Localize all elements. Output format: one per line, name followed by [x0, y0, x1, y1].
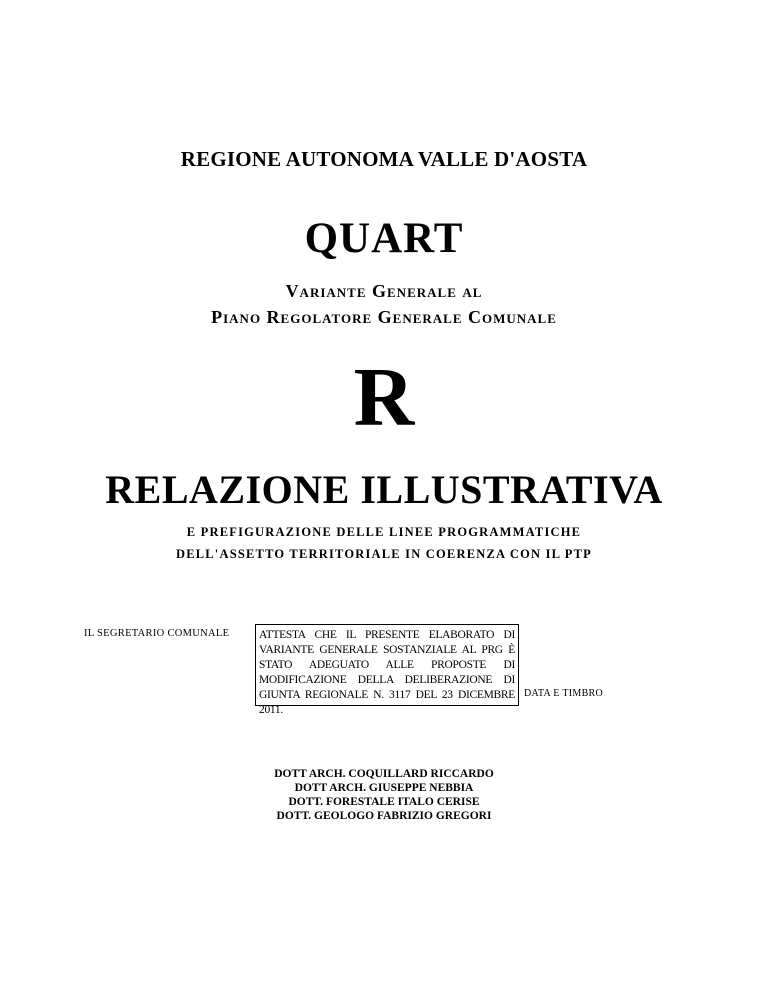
certification-box [255, 624, 519, 716]
author-2: DOTT ARCH. GIUSEPPE NEBBIA [294, 782, 474, 794]
document-code: R [353, 351, 415, 444]
document-title: RELAZIONE ILLUSTRATIVA [105, 467, 663, 512]
author-3: DOTT. FORESTALE ITALO CERISE [288, 796, 480, 808]
signer-label: IL SEGRETARIO COMUNALE [84, 628, 230, 639]
stamp-label: DATA E TIMBRO [524, 688, 604, 699]
certification-statement: ATTESTA CHE IL PRESENTE ELABORATO DI VARIANTE GENERALE SOSTANZIALE AL PRG È STATO ADEGUATO ALLE PROPOSTE DI MODIFICAZIONE DELLA DELIBERAZIONE DI GIUNTA REGIONALE N. 3117 DEL 23 DICEMBRE 2011. [259, 629, 515, 716]
region-heading: REGIONE AUTONOMA VALLE D'AOSTA [180, 147, 588, 171]
author-1: DOTT ARCH. COQUILLARD RICCARDO [274, 768, 494, 780]
municipality-title: QUART [304, 215, 464, 262]
document-description-line-1: E PREFIGURAZIONE DELLE LINEE PROGRAMMATICHE [186, 525, 582, 539]
subtitle-line-1: Variante Generale al [285, 281, 483, 301]
document-description-line-2: DELL'ASSETTO TERRITORIALE IN COERENZA CON IL PTP [175, 547, 593, 561]
subtitle-line-2: Piano Regolatore Generale Comunale [211, 307, 557, 327]
author-4: DOTT. GEOLOGO FABRIZIO GREGORI [276, 810, 492, 822]
